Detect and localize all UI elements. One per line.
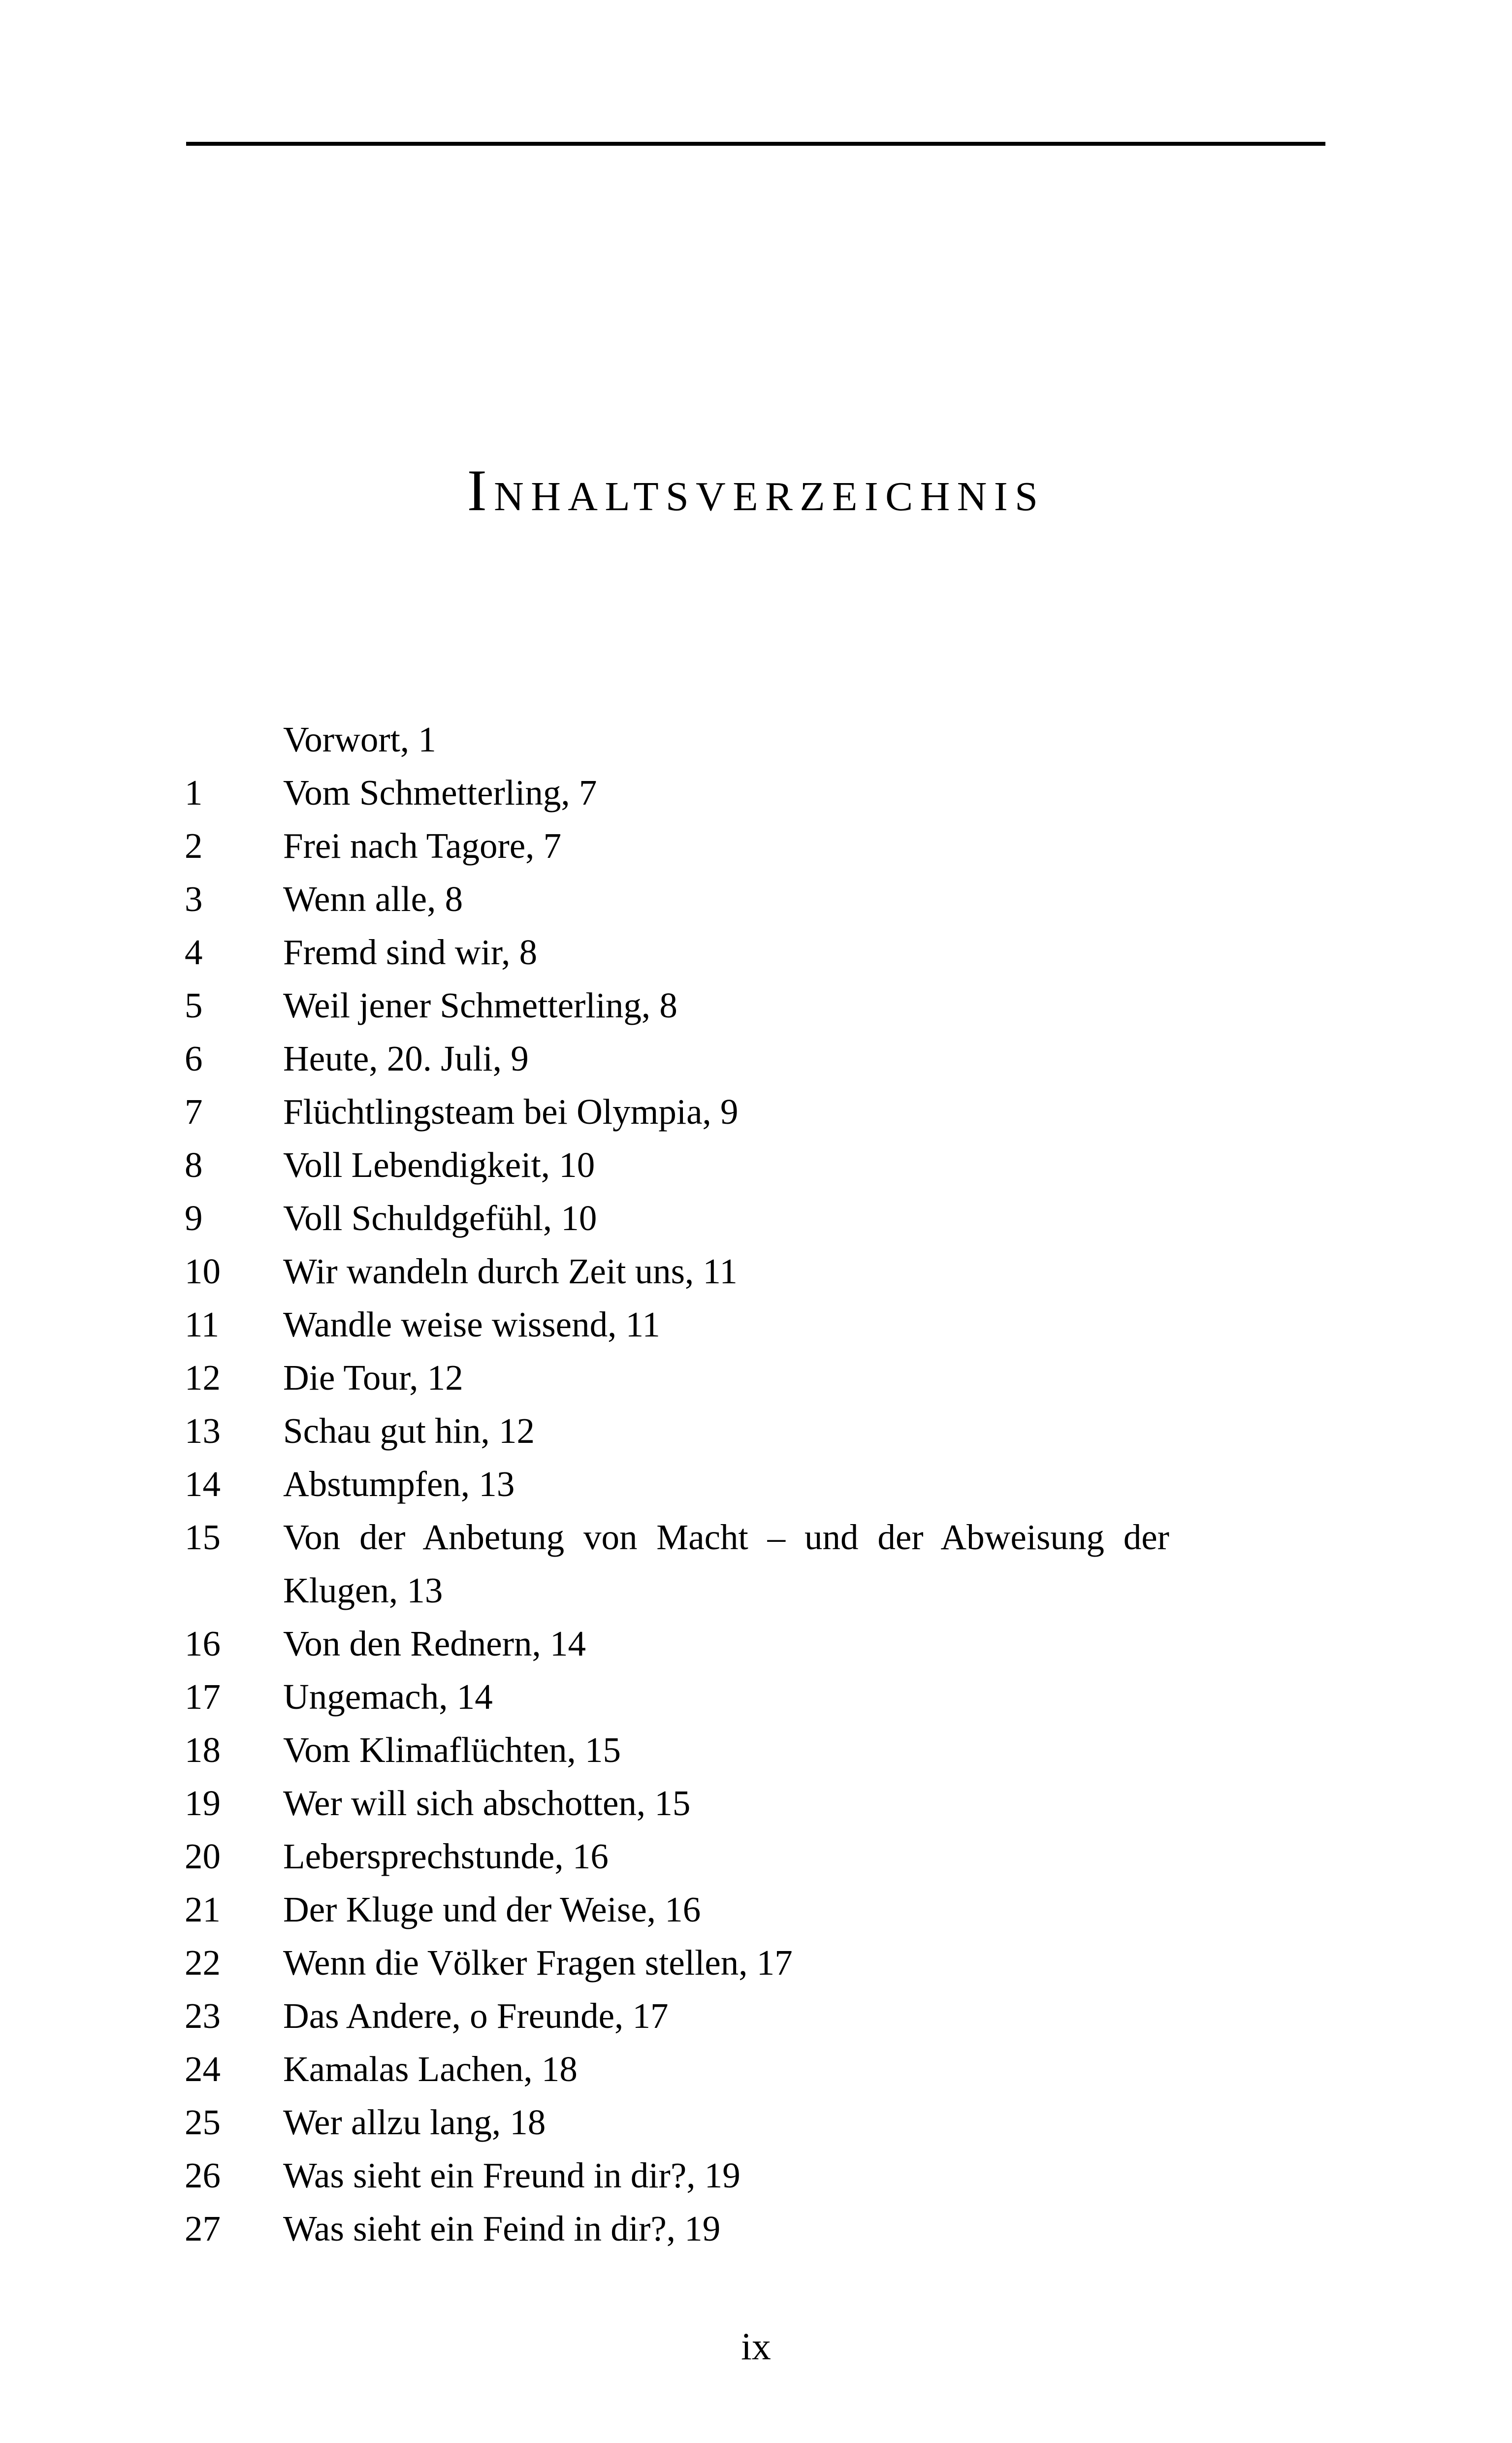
- toc-entry-number: 5: [185, 985, 203, 1025]
- page-number: ix: [741, 2325, 771, 2368]
- toc-entry-title: Kamalas Lachen, 18: [283, 2049, 578, 2089]
- toc-entry-number: 26: [185, 2155, 221, 2195]
- toc-entry-number: 18: [185, 1730, 221, 1770]
- toc-entry-title: Wir wandeln durch Zeit uns, 11: [283, 1251, 738, 1291]
- toc-entry: [185, 1085, 1174, 1139]
- toc-entry: [185, 1298, 1174, 1351]
- toc-entry: [185, 2096, 1174, 2149]
- toc-entry: [185, 1989, 1174, 2043]
- toc-entry-title: Lebersprechstunde, 16: [283, 1836, 609, 1876]
- toc-entry: [185, 766, 1174, 819]
- toc-entry: [185, 1511, 1174, 1617]
- toc-entry-number: 13: [185, 1411, 221, 1451]
- toc-entry-number: 3: [185, 879, 203, 919]
- toc-entry-title: Von den Rednern, 14: [283, 1624, 586, 1663]
- toc-entry-number: 21: [185, 1889, 221, 1929]
- toc-entry-title: Wer allzu lang, 18: [283, 2102, 546, 2142]
- toc-entry: [185, 1245, 1174, 1298]
- toc-entry: [185, 2202, 1174, 2255]
- toc-entry-title: Frei nach Tagore, 7: [283, 826, 562, 866]
- toc-entry: [185, 1936, 1174, 1989]
- toc-entry-number: 15: [185, 1517, 221, 1557]
- toc-entry-title: Flüchtlingsteam bei Olympia, 9: [283, 1092, 739, 1132]
- toc-entry-number: 24: [185, 2049, 221, 2089]
- page-title: Inhaltsverzeichnis: [467, 457, 1045, 523]
- toc-entry: [185, 1404, 1174, 1458]
- toc-entry-title: Von der Anbetung von Macht – und der Abweisung der Klugen, 13: [283, 1517, 1169, 1610]
- toc-entry-title: Heute, 20. Juli, 9: [283, 1039, 529, 1078]
- table-of-contents: [185, 713, 1174, 2255]
- toc-entry-number: 2: [185, 826, 203, 866]
- toc-entry-title: Der Kluge und der Weise, 16: [283, 1889, 701, 1929]
- toc-entry: [185, 926, 1174, 979]
- toc-entry-number: 23: [185, 1996, 221, 2036]
- toc-entry-number: 20: [185, 1836, 221, 1876]
- toc-entry-title: Voll Lebendigkeit, 10: [283, 1145, 595, 1185]
- toc-entry-title: Schau gut hin, 12: [283, 1411, 535, 1451]
- toc-entry-number: 12: [185, 1358, 221, 1398]
- toc-entry-title: Das Andere, o Freunde, 17: [283, 1996, 669, 2036]
- toc-entry: [185, 873, 1174, 926]
- toc-entry-number: 7: [185, 1092, 203, 1132]
- toc-entry: [185, 2043, 1174, 2096]
- toc-entry-number: 10: [185, 1251, 221, 1291]
- toc-entry-number: 16: [185, 1624, 221, 1663]
- toc-entry: [185, 1139, 1174, 1192]
- toc-entry: [185, 979, 1174, 1032]
- toc-entry: [185, 1724, 1174, 1777]
- toc-entry: [185, 1830, 1174, 1883]
- toc-entry-title: Wenn die Völker Fragen stellen, 17: [283, 1943, 793, 1983]
- toc-entry-title: Was sieht ein Freund in dir?, 19: [283, 2155, 740, 2195]
- toc-entry-title: Abstumpfen, 13: [283, 1464, 515, 1504]
- toc-entry-title: Vorwort, 1: [283, 719, 436, 759]
- toc-entry: [185, 1032, 1174, 1085]
- toc-entry: [185, 1617, 1174, 1670]
- toc-entry-number: 14: [185, 1464, 221, 1504]
- toc-entry: [185, 819, 1174, 873]
- toc-entry-title: Vom Schmetterling, 7: [283, 773, 597, 813]
- toc-entry: [185, 1351, 1174, 1404]
- toc-entry-number: 22: [185, 1943, 221, 1983]
- toc-entry-title: Was sieht ein Feind in dir?, 19: [283, 2209, 721, 2248]
- toc-entry-number: 25: [185, 2102, 221, 2142]
- toc-entry-number: 11: [185, 1304, 220, 1344]
- toc-entry-number: 6: [185, 1039, 203, 1078]
- toc-entry-number: 8: [185, 1145, 203, 1185]
- toc-entry-title: Die Tour, 12: [283, 1358, 463, 1398]
- toc-entry-title: Vom Klimaflüchten, 15: [283, 1730, 621, 1770]
- toc-entry-number: 27: [185, 2209, 221, 2248]
- toc-entry: [185, 1458, 1174, 1511]
- toc-entry: [185, 1777, 1174, 1830]
- toc-entry-title: Ungemach, 14: [283, 1677, 493, 1717]
- toc-entry-title: Weil jener Schmetterling, 8: [283, 985, 677, 1025]
- toc-entry-number: 9: [185, 1198, 203, 1238]
- toc-entry-number: 17: [185, 1677, 221, 1717]
- toc-entry: [185, 1883, 1174, 1936]
- toc-entry-title: Voll Schuldgefühl, 10: [283, 1198, 597, 1238]
- toc-entry-number: 19: [185, 1783, 221, 1823]
- header-rule: [186, 142, 1325, 146]
- toc-entry: [185, 713, 1174, 766]
- toc-entry-number: 1: [185, 773, 203, 813]
- toc-entry: [185, 1192, 1174, 1245]
- toc-entry-title: Fremd sind wir, 8: [283, 932, 538, 972]
- toc-entry-title: Wenn alle, 8: [283, 879, 463, 919]
- toc-entry-title: Wandle weise wissend, 11: [283, 1304, 660, 1344]
- toc-entry: [185, 2149, 1174, 2202]
- toc-entry: [185, 1670, 1174, 1724]
- toc-entry-title: Wer will sich abschotten, 15: [283, 1783, 691, 1823]
- toc-entry-number: 4: [185, 932, 203, 972]
